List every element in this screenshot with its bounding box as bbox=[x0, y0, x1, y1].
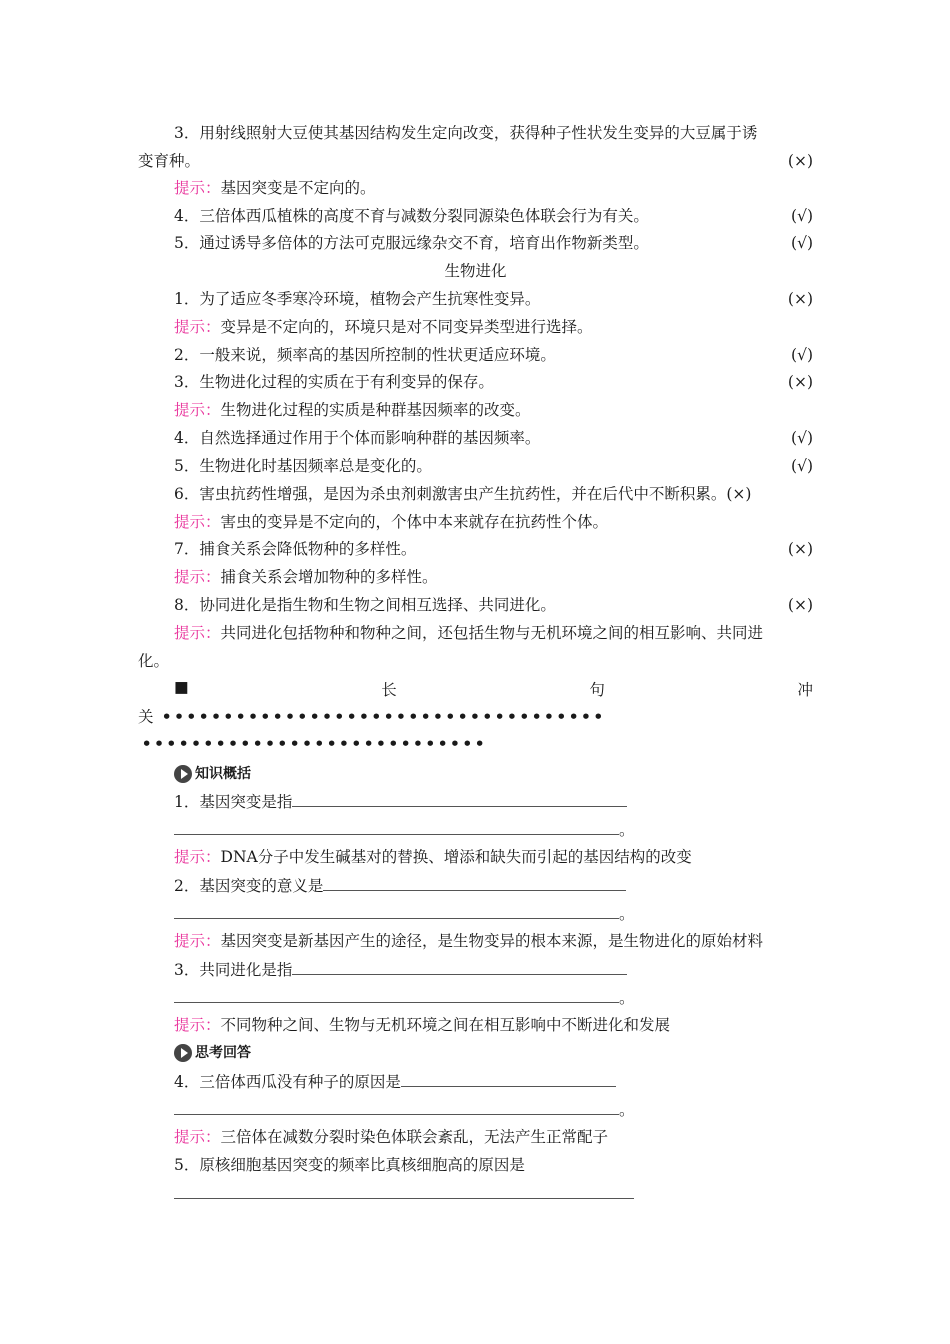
heading-char: 长 bbox=[381, 681, 397, 699]
evo-item-6 bbox=[174, 483, 813, 505]
hint-continuation: 化。 bbox=[138, 652, 170, 670]
question-text: 2．基因突变的意义是 bbox=[174, 877, 324, 895]
hint-line bbox=[174, 511, 813, 533]
question-3 bbox=[174, 958, 813, 980]
question-2 bbox=[174, 874, 813, 896]
hint-label: 提示： bbox=[174, 318, 221, 336]
hint-text: 基因突变是不定向的。 bbox=[220, 179, 376, 197]
item-text: 3．用射线照射大豆使其基因结构发生定向改变，获得种子性状发生变异的大豆属于诱 bbox=[174, 124, 758, 142]
play-circle-icon bbox=[174, 765, 192, 783]
answer-mark: (√) bbox=[791, 429, 813, 447]
item-text: 3．生物进化过程的实质在于有利变异的保存。 bbox=[174, 373, 494, 391]
hint-line bbox=[174, 177, 813, 199]
hint-label: 提示： bbox=[174, 1128, 221, 1146]
item-text: 4．自然选择通过作用于个体而影响种群的基因频率。 bbox=[174, 429, 541, 447]
item-text: 7．捕食关系会降低物种的多样性。 bbox=[174, 540, 417, 558]
question-4 bbox=[174, 1070, 813, 1092]
question-text: 5．原核细胞基因突变的频率比真核细胞高的原因是 bbox=[174, 1156, 525, 1174]
period: 。 bbox=[619, 989, 635, 1007]
question-1 bbox=[174, 790, 813, 812]
question-5 bbox=[174, 1154, 813, 1176]
evo-item-5 bbox=[174, 455, 813, 477]
hint-line bbox=[174, 566, 813, 588]
answer-mark: (√) bbox=[791, 457, 813, 475]
hint-line bbox=[174, 622, 813, 644]
heading-char: 冲 bbox=[797, 681, 813, 699]
hint-text: 不同物种之间、生物与无机环境之间在相互影响中不断进化和发展 bbox=[220, 1016, 671, 1034]
question-text: 3．共同进化是指 bbox=[174, 961, 293, 979]
thinking-heading bbox=[174, 1043, 251, 1063]
period: 。 bbox=[619, 1101, 635, 1119]
long-sentence-heading bbox=[174, 678, 813, 700]
evo-item-7 bbox=[174, 538, 813, 560]
knowledge-heading bbox=[174, 764, 251, 784]
hint-label: 提示： bbox=[174, 848, 221, 866]
hint-label: 提示： bbox=[174, 1016, 221, 1034]
hint-line bbox=[174, 316, 813, 338]
answer-mark: (√) bbox=[791, 207, 813, 225]
item-text: 5．通过诱导多倍体的方法可克服远缘杂交不育，培育出作物新类型。 bbox=[174, 234, 649, 252]
hint-text: 害虫的变异是不定向的，个体中本来就存在抗药性个体。 bbox=[220, 513, 609, 531]
heading-text: 知识概括 bbox=[195, 766, 251, 782]
answer-line bbox=[174, 902, 813, 924]
hint-label: 提示： bbox=[174, 513, 221, 531]
answer-mark: (×) bbox=[787, 540, 813, 558]
item-4 bbox=[174, 205, 813, 227]
long-sentence-heading-line2 bbox=[138, 706, 813, 728]
answer-mark: (√) bbox=[791, 346, 813, 364]
evo-item-3 bbox=[174, 371, 813, 393]
period: 。 bbox=[619, 821, 635, 839]
play-circle-icon bbox=[174, 1044, 192, 1062]
period: 。 bbox=[619, 905, 635, 923]
hint-text: 生物进化过程的实质是种群基因频率的改变。 bbox=[220, 401, 531, 419]
hint-text: DNA分子中发生碱基对的替换、增添和缺失而引起的基因结构的改变 bbox=[220, 848, 692, 866]
evo-item-4 bbox=[174, 427, 813, 449]
hint-text: 基因突变是新基因产生的途径，是生物变异的根本来源，是生物进化的原始材料 bbox=[220, 932, 764, 950]
hint-text: 捕食关系会增加物种的多样性。 bbox=[220, 568, 438, 586]
item-text: 5．生物进化时基因频率总是变化的。 bbox=[174, 457, 432, 475]
heading-char: 关 bbox=[138, 708, 154, 726]
evo-item-1 bbox=[174, 288, 813, 310]
item-text: 1．为了适应冬季寒冷环境，植物会产生抗寒性变异。 bbox=[174, 290, 541, 308]
answer-mark: (×) bbox=[787, 290, 813, 308]
answer-line bbox=[174, 1098, 813, 1120]
hint-text: 变异是不定向的，环境只是对不同变异类型进行选择。 bbox=[220, 318, 593, 336]
hint-line bbox=[174, 1014, 813, 1036]
item-text: 4．三倍体西瓜植株的高度不育与减数分裂同源染色体联会行为有关。 bbox=[174, 207, 649, 225]
heading-text: 思考回答 bbox=[195, 1045, 251, 1061]
square-bullet-icon: ■ bbox=[174, 678, 189, 696]
hint-text: 共同进化包括物种和物种之间，还包括生物与无机环境之间的相互影响、共同进 bbox=[220, 624, 764, 642]
hint-label: 提示： bbox=[174, 179, 221, 197]
section-title: 生物进化 bbox=[444, 262, 507, 280]
hint-label: 提示： bbox=[174, 568, 221, 586]
hint-line bbox=[174, 399, 813, 421]
item-3-line2 bbox=[138, 150, 813, 172]
hint-label: 提示： bbox=[174, 932, 221, 950]
answer-mark: (√) bbox=[791, 234, 813, 252]
evo-item-8 bbox=[174, 594, 813, 616]
answer-blank[interactable] bbox=[174, 818, 619, 835]
item-text: 变育种。 bbox=[138, 152, 201, 170]
hint-line bbox=[174, 1126, 813, 1148]
answer-blank[interactable] bbox=[323, 874, 626, 891]
answer-line bbox=[174, 818, 813, 840]
item-3-line1 bbox=[174, 122, 813, 144]
hint-line bbox=[174, 930, 813, 952]
answer-blank[interactable] bbox=[401, 1070, 616, 1087]
evo-item-2 bbox=[174, 344, 813, 366]
dotted-rule: •••••••••••••••••••••••••••• bbox=[142, 735, 488, 753]
dotted-rule: •••••••••••••••••••••••••••••••••••• bbox=[162, 708, 606, 726]
answer-mark: (×) bbox=[787, 152, 813, 170]
answer-blank[interactable] bbox=[174, 986, 619, 1003]
hint-text: 三倍体在减数分裂时染色体联会紊乱，无法产生正常配子 bbox=[220, 1128, 609, 1146]
heading-char: 句 bbox=[589, 681, 605, 699]
answer-blank[interactable] bbox=[174, 1098, 619, 1115]
answer-blank[interactable] bbox=[292, 790, 627, 807]
item-text: 6．害虫抗药性增强，是因为杀虫剂刺激害虫产生抗药性，并在后代中不断积累。(×) bbox=[174, 485, 752, 503]
item-5 bbox=[174, 232, 813, 254]
answer-blank[interactable] bbox=[174, 1184, 634, 1199]
question-text: 4．三倍体西瓜没有种子的原因是 bbox=[174, 1073, 401, 1091]
answer-mark: (×) bbox=[787, 373, 813, 391]
item-text: 2．一般来说，频率高的基因所控制的性状更适应环境。 bbox=[174, 346, 556, 364]
hint-label: 提示： bbox=[174, 401, 221, 419]
answer-blank[interactable] bbox=[174, 902, 619, 919]
answer-line bbox=[174, 986, 813, 1008]
hint-label: 提示： bbox=[174, 624, 221, 642]
answer-blank[interactable] bbox=[292, 958, 627, 975]
item-text: 8．协同进化是指生物和生物之间相互选择、共同进化。 bbox=[174, 596, 556, 614]
question-text: 1．基因突变是指 bbox=[174, 793, 293, 811]
hint-line bbox=[174, 846, 813, 868]
answer-mark: (×) bbox=[787, 596, 813, 614]
